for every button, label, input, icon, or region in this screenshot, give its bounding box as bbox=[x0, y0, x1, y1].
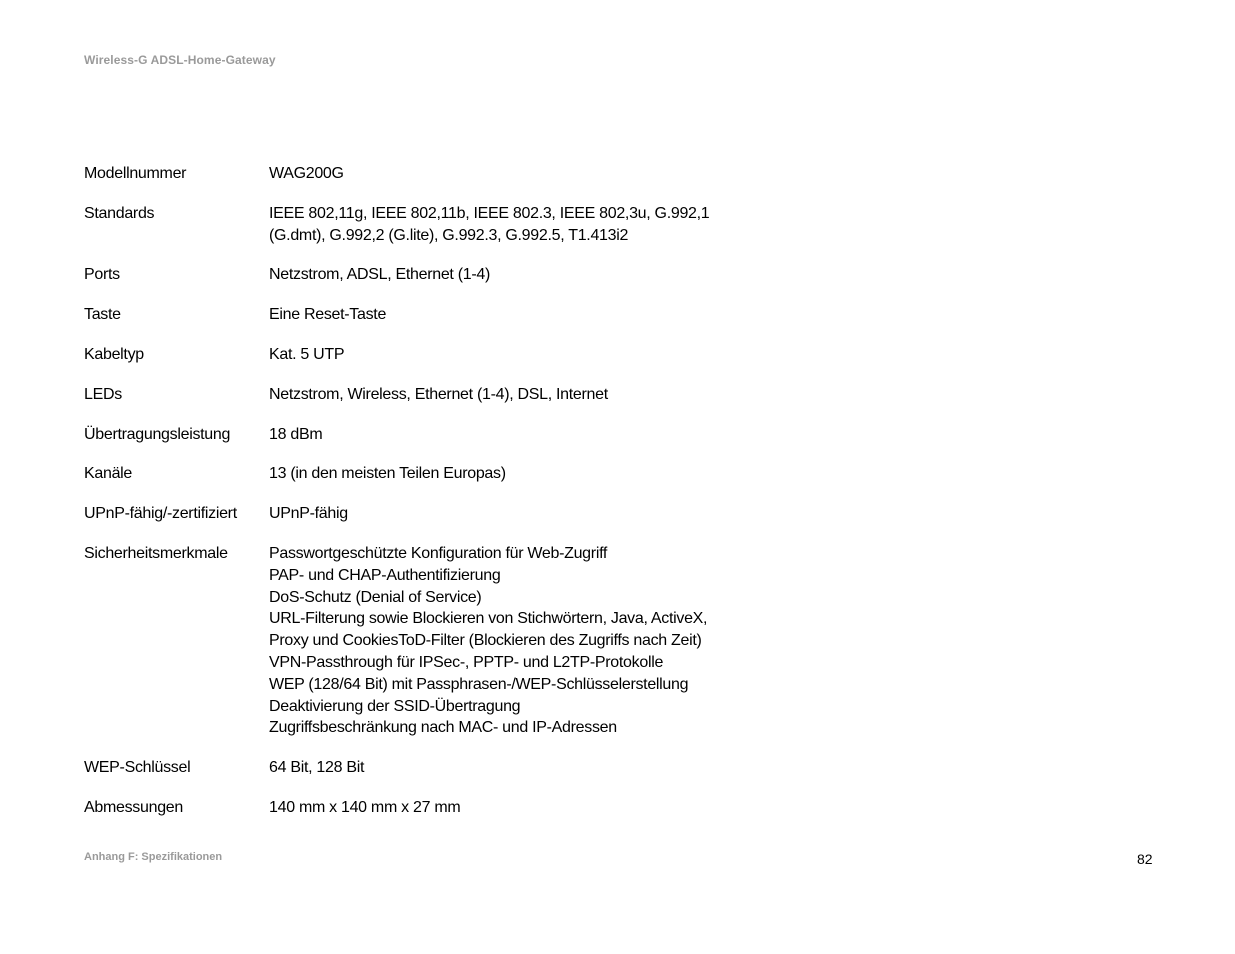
spec-values bbox=[269, 163, 844, 185]
spec-label: WEP-Schlüssel bbox=[84, 759, 191, 777]
spec-values bbox=[269, 463, 844, 485]
spec-row bbox=[84, 264, 844, 286]
spec-values bbox=[269, 503, 844, 525]
spec-label: Standards bbox=[84, 204, 155, 222]
spec-values bbox=[269, 424, 844, 446]
spec-values bbox=[269, 757, 844, 779]
spec-value-line: UPnP-fähig bbox=[269, 505, 348, 523]
spec-value-line: PAP- und CHAP-Authentifizierung bbox=[269, 566, 501, 584]
spec-value-line: 18 dBm bbox=[269, 425, 323, 443]
document-header-title: Wireless-G ADSL-Home-Gateway bbox=[84, 53, 276, 67]
spec-value-line: Proxy und CookiesToD-Filter (Blockieren des Zugriffs nach Zeit) bbox=[269, 632, 702, 650]
spec-value-line: 140 mm x 140 mm x 27 mm bbox=[269, 798, 461, 816]
spec-values bbox=[269, 264, 844, 286]
spec-row bbox=[84, 304, 844, 326]
spec-value-line: 64 Bit, 128 Bit bbox=[269, 759, 365, 777]
spec-row bbox=[84, 503, 844, 525]
spec-row bbox=[84, 344, 844, 366]
spec-label: Modellnummer bbox=[84, 165, 187, 182]
spec-value-line: Netzstrom, ADSL, Ethernet (1-4) bbox=[269, 266, 491, 284]
footer-section-title: Anhang F: Spezifikationen bbox=[84, 851, 223, 863]
spec-label: Kanäle bbox=[84, 465, 133, 483]
spec-value-line: Kat. 5 UTP bbox=[269, 345, 345, 363]
spec-value-line: Deaktivierung der SSID-Übertragung bbox=[269, 697, 521, 715]
spec-row bbox=[84, 757, 844, 779]
spec-label: Taste bbox=[84, 306, 121, 324]
spec-values bbox=[269, 543, 844, 739]
spec-row bbox=[84, 424, 844, 446]
spec-value-line: (G.dmt), G.992,2 (G.lite), G.992.3, G.992.5, T1.413i2 bbox=[269, 226, 629, 244]
spec-value-line: URL-Filterung sowie Blockieren von Stichwörtern, Java, ActiveX, bbox=[269, 610, 708, 628]
spec-values bbox=[269, 203, 844, 247]
spec-value-line: WAG200G bbox=[269, 165, 344, 182]
spec-values bbox=[269, 304, 844, 326]
spec-value-line: VPN-Passthrough für IPSec-, PPTP- und L2TP-Protokolle bbox=[269, 653, 664, 671]
spec-label: UPnP-fähig/-zertifiziert bbox=[84, 505, 237, 523]
spec-value-line: IEEE 802,11g, IEEE 802,11b, IEEE 802.3, IEEE 802,3u, G.992,1 bbox=[269, 204, 710, 222]
spec-value-line: DoS-Schutz (Denial of Service) bbox=[269, 588, 482, 606]
spec-table bbox=[84, 163, 844, 837]
spec-row bbox=[84, 543, 844, 739]
spec-row bbox=[84, 384, 844, 406]
spec-value-line: Zugriffsbeschränkung nach MAC- und IP-Adressen bbox=[269, 719, 617, 737]
spec-label: Kabeltyp bbox=[84, 345, 144, 363]
spec-row bbox=[84, 203, 844, 247]
page-number: 82 bbox=[1137, 851, 1153, 867]
spec-values bbox=[269, 344, 844, 366]
spec-values bbox=[269, 384, 844, 406]
spec-label: LEDs bbox=[84, 385, 122, 403]
spec-label: Abmessungen bbox=[84, 798, 183, 816]
spec-label: Sicherheitsmerkmale bbox=[84, 544, 228, 562]
spec-value-line: Netzstrom, Wireless, Ethernet (1-4), DSL, Internet bbox=[269, 385, 608, 403]
spec-row bbox=[84, 463, 844, 485]
spec-label: Ports bbox=[84, 266, 120, 284]
spec-value-line: Eine Reset-Taste bbox=[269, 306, 387, 324]
spec-values bbox=[269, 797, 844, 819]
spec-value-line: Passwortgeschützte Konfiguration für Web-Zugriff bbox=[269, 544, 608, 562]
spec-value-line: WEP (128/64 Bit) mit Passphrasen-/WEP-Schlüsselerstellung bbox=[269, 675, 689, 693]
spec-label: Übertragungsleistung bbox=[84, 425, 231, 443]
spec-row bbox=[84, 163, 844, 185]
spec-row bbox=[84, 797, 844, 819]
spec-value-line: 13 (in den meisten Teilen Europas) bbox=[269, 465, 506, 483]
